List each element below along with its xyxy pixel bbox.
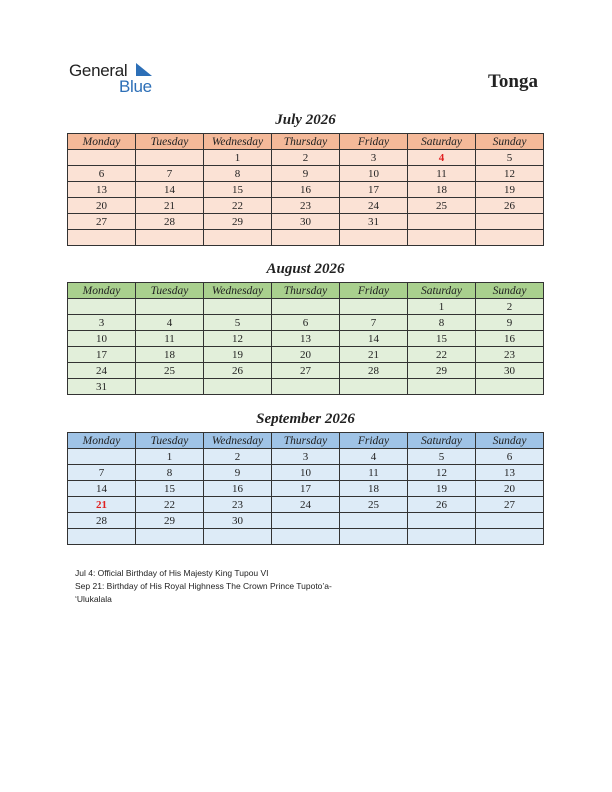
day-cell: 4: [340, 449, 408, 465]
weekday-header: Saturday: [408, 433, 476, 449]
day-cell: 3: [272, 449, 340, 465]
day-cell: 8: [408, 315, 476, 331]
day-cell: [408, 529, 476, 545]
day-cell: [136, 529, 204, 545]
day-cell: 23: [204, 497, 272, 513]
day-cell: 25: [408, 198, 476, 214]
day-cell: 5: [408, 449, 476, 465]
week-row: [68, 198, 544, 214]
day-cell: 9: [476, 315, 544, 331]
day-cell: 29: [408, 363, 476, 379]
day-cell: 2: [272, 150, 340, 166]
day-cell: 8: [136, 465, 204, 481]
weekday-header: Tuesday: [136, 433, 204, 449]
day-cell: 13: [476, 465, 544, 481]
week-row: [68, 449, 544, 465]
day-cell: 30: [272, 214, 340, 230]
day-cell: 14: [136, 182, 204, 198]
calendar-august: [67, 282, 544, 395]
holiday-notes: [75, 567, 405, 606]
month-title-july: July 2026: [275, 112, 336, 128]
day-cell: 1: [408, 299, 476, 315]
day-cell: 17: [68, 347, 136, 363]
day-cell: [408, 513, 476, 529]
logo-word-general: General: [69, 61, 128, 80]
day-cell: 24: [340, 198, 408, 214]
day-cell: 29: [136, 513, 204, 529]
weekday-header: Friday: [340, 134, 408, 150]
day-cell: 11: [136, 331, 204, 347]
day-cell: 6: [68, 166, 136, 182]
day-cell: 11: [408, 166, 476, 182]
country-name: Tonga: [488, 71, 538, 92]
day-cell: 5: [204, 315, 272, 331]
day-cell: 7: [68, 465, 136, 481]
weekday-header: Sunday: [476, 283, 544, 299]
weekday-header: Monday: [68, 433, 136, 449]
day-cell: 17: [272, 481, 340, 497]
logo-word-blue: Blue: [119, 77, 152, 96]
week-row: [68, 497, 544, 513]
day-cell: 24: [272, 497, 340, 513]
week-row: [68, 150, 544, 166]
day-cell: 3: [340, 150, 408, 166]
day-cell: 16: [476, 331, 544, 347]
day-cell: 12: [476, 166, 544, 182]
day-cell: 18: [408, 182, 476, 198]
week-row: [68, 214, 544, 230]
day-cell: [408, 379, 476, 395]
day-cell: 14: [68, 481, 136, 497]
week-row: [68, 347, 544, 363]
day-cell: [476, 230, 544, 246]
day-cell: [340, 529, 408, 545]
logo-triangle-icon: [134, 63, 154, 77]
day-cell: 19: [476, 182, 544, 198]
day-cell: [136, 379, 204, 395]
day-cell: 16: [272, 182, 340, 198]
week-row: [68, 331, 544, 347]
day-cell: 23: [272, 198, 340, 214]
day-cell: 10: [340, 166, 408, 182]
weekday-header: Friday: [340, 433, 408, 449]
month-title-september: September 2026: [256, 411, 355, 427]
day-cell: [136, 230, 204, 246]
day-cell: [272, 299, 340, 315]
week-row: [68, 379, 544, 395]
day-cell: 21: [136, 198, 204, 214]
day-cell: [136, 299, 204, 315]
calendar-july: [67, 133, 544, 246]
day-cell: 23: [476, 347, 544, 363]
day-cell: [204, 299, 272, 315]
day-cell: 22: [136, 497, 204, 513]
weekday-header-row: [68, 134, 544, 150]
weekday-header: Tuesday: [136, 134, 204, 150]
week-row: [68, 465, 544, 481]
day-cell: 22: [204, 198, 272, 214]
day-cell: 30: [476, 363, 544, 379]
day-cell: [340, 299, 408, 315]
day-cell: [272, 529, 340, 545]
week-row: [68, 363, 544, 379]
day-cell: 14: [340, 331, 408, 347]
day-cell: 28: [136, 214, 204, 230]
day-cell: 6: [476, 449, 544, 465]
holiday-note: ‘Ulukalala: [75, 594, 112, 604]
day-cell: 13: [272, 331, 340, 347]
day-cell: 22: [408, 347, 476, 363]
day-cell: 24: [68, 363, 136, 379]
calendar-september: [67, 432, 544, 545]
weekday-header: Monday: [68, 283, 136, 299]
day-cell: 26: [204, 363, 272, 379]
day-cell: 9: [272, 166, 340, 182]
day-cell: [204, 230, 272, 246]
day-cell: 27: [272, 363, 340, 379]
day-cell: 21: [68, 497, 136, 513]
day-cell: [272, 379, 340, 395]
week-row: [68, 230, 544, 246]
day-cell: 31: [340, 214, 408, 230]
day-cell: 15: [136, 481, 204, 497]
day-cell: [136, 150, 204, 166]
day-cell: 19: [408, 481, 476, 497]
weekday-header: Wednesday: [204, 283, 272, 299]
day-cell: 1: [204, 150, 272, 166]
week-row: [68, 513, 544, 529]
day-cell: [476, 214, 544, 230]
day-cell: [204, 529, 272, 545]
day-cell: 28: [340, 363, 408, 379]
day-cell: [68, 529, 136, 545]
day-cell: [272, 230, 340, 246]
day-cell: 12: [408, 465, 476, 481]
week-row: [68, 299, 544, 315]
day-cell: 2: [204, 449, 272, 465]
day-cell: [408, 214, 476, 230]
day-cell: [476, 379, 544, 395]
weekday-header: Saturday: [408, 134, 476, 150]
weekday-header: Thursday: [272, 283, 340, 299]
weekday-header: Thursday: [272, 433, 340, 449]
month-title-august: August 2026: [266, 261, 345, 277]
day-cell: 16: [204, 481, 272, 497]
day-cell: 7: [136, 166, 204, 182]
day-cell: 30: [204, 513, 272, 529]
day-cell: 25: [136, 363, 204, 379]
day-cell: [204, 379, 272, 395]
day-cell: 1: [136, 449, 204, 465]
weekday-header: Wednesday: [204, 134, 272, 150]
day-cell: [68, 150, 136, 166]
weekday-header: Wednesday: [204, 433, 272, 449]
day-cell: 7: [340, 315, 408, 331]
week-row: [68, 529, 544, 545]
day-cell: [476, 513, 544, 529]
day-cell: 26: [408, 497, 476, 513]
day-cell: [272, 513, 340, 529]
day-cell: 4: [136, 315, 204, 331]
week-row: [68, 182, 544, 198]
day-cell: 5: [476, 150, 544, 166]
weekday-header: Sunday: [476, 433, 544, 449]
day-cell: 8: [204, 166, 272, 182]
weekday-header-row: [68, 433, 544, 449]
day-cell: [68, 230, 136, 246]
weekday-header: Sunday: [476, 134, 544, 150]
generalblue-logo: [69, 61, 179, 97]
day-cell: 13: [68, 182, 136, 198]
weekday-header: Monday: [68, 134, 136, 150]
day-cell: 11: [340, 465, 408, 481]
day-cell: 17: [340, 182, 408, 198]
day-cell: 2: [476, 299, 544, 315]
day-cell: 12: [204, 331, 272, 347]
weekday-header: Friday: [340, 283, 408, 299]
day-cell: 29: [204, 214, 272, 230]
day-cell: 25: [340, 497, 408, 513]
weekday-header: Saturday: [408, 283, 476, 299]
weekday-header: Thursday: [272, 134, 340, 150]
day-cell: 3: [68, 315, 136, 331]
day-cell: [68, 299, 136, 315]
day-cell: 20: [272, 347, 340, 363]
week-row: [68, 481, 544, 497]
day-cell: 27: [476, 497, 544, 513]
day-cell: 20: [68, 198, 136, 214]
day-cell: 21: [340, 347, 408, 363]
day-cell: 4: [408, 150, 476, 166]
day-cell: 28: [68, 513, 136, 529]
day-cell: 18: [340, 481, 408, 497]
day-cell: 15: [204, 182, 272, 198]
day-cell: 9: [204, 465, 272, 481]
holiday-note: Sep 21: Birthday of His Royal Highness The Crown Prince Tupoto’a-: [75, 581, 332, 591]
day-cell: 27: [68, 214, 136, 230]
day-cell: [476, 529, 544, 545]
weekday-header: Tuesday: [136, 283, 204, 299]
day-cell: 10: [272, 465, 340, 481]
day-cell: 26: [476, 198, 544, 214]
holiday-note: Jul 4: Official Birthday of His Majesty King Tupou VI: [75, 568, 269, 578]
day-cell: 15: [408, 331, 476, 347]
weekday-header-row: [68, 283, 544, 299]
day-cell: [340, 230, 408, 246]
day-cell: 10: [68, 331, 136, 347]
day-cell: [408, 230, 476, 246]
day-cell: 20: [476, 481, 544, 497]
week-row: [68, 166, 544, 182]
day-cell: [340, 379, 408, 395]
day-cell: 31: [68, 379, 136, 395]
week-row: [68, 315, 544, 331]
day-cell: 19: [204, 347, 272, 363]
day-cell: [340, 513, 408, 529]
day-cell: 18: [136, 347, 204, 363]
day-cell: 6: [272, 315, 340, 331]
day-cell: [68, 449, 136, 465]
